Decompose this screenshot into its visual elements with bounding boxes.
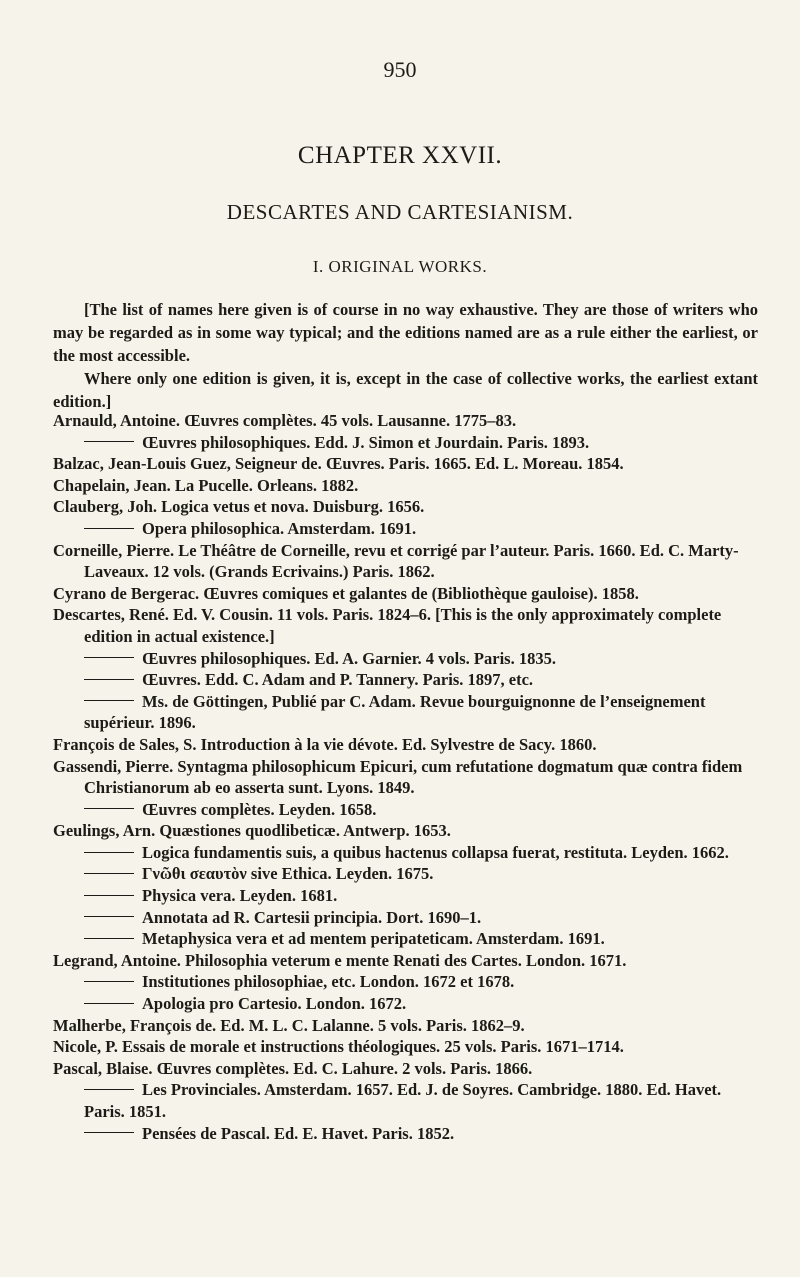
entry-text: Œuvres complètes. Leyden. 1658. — [142, 799, 377, 819]
ditto-dash — [84, 528, 134, 529]
bibliography-entry — [53, 885, 765, 907]
bibliography-entry — [53, 842, 765, 864]
entry-text: Malherbe, François de. Ed. M. L. C. Lalanne. 5 vols. Paris. 1862–9. — [53, 1015, 525, 1035]
bibliography-entry — [53, 863, 765, 885]
bibliography-entry — [53, 648, 765, 670]
bibliography-entry — [53, 432, 765, 454]
bibliography-entry — [53, 583, 765, 605]
entry-text: Gassendi, Pierre. Syntagma philosophicum Epicuri, cum refutatione dogmatum quæ contra fidem Christianorum ab eo asserta sunt. Lyons. 1849. — [53, 756, 743, 798]
entry-text: Arnauld, Antoine. Œuvres complètes. 45 vols. Lausanne. 1775–83. — [53, 411, 517, 430]
bibliography-entry — [53, 907, 765, 929]
ditto-dash — [84, 808, 134, 809]
bibliography-entry — [53, 496, 765, 518]
bibliography-entry — [53, 734, 765, 756]
ditto-dash — [84, 679, 134, 680]
entry-text: Metaphysica vera et ad mentem peripateticam. Amsterdam. 1691. — [142, 929, 605, 949]
entry-text: Corneille, Pierre. Le Théâtre de Corneille, revu et corrigé par l’auteur. Paris. 1660. Ed. C. Marty-Laveaux. 12 vols. (Grands Ecrivains.) Paris. 1862. — [53, 540, 739, 582]
entry-text: Geulings, Arn. Quæstiones quodlibeticæ. Antwerp. 1653. — [53, 821, 451, 841]
bibliography-entry — [53, 410, 765, 432]
entry-text: Ms. de Göttingen, Publié par C. Adam. Revue bourguignonne de l’enseignement supérieur. 1896. — [84, 691, 706, 733]
ditto-dash — [84, 873, 134, 874]
bibliography-entry — [53, 540, 765, 583]
chapter-subtitle: DESCARTES AND CARTESIANISM. — [226, 200, 574, 224]
entry-text: Balzac, Jean-Louis Guez, Seigneur de. Œuvres. Paris. 1665. Ed. L. Moreau. 1854. — [53, 454, 624, 474]
ditto-dash — [84, 895, 134, 896]
ditto-dash — [84, 1132, 134, 1133]
ditto-dash — [84, 700, 134, 701]
section-title: I. ORIGINAL WORKS. — [312, 257, 488, 276]
ditto-dash — [84, 657, 134, 658]
bibliography-entry — [53, 1036, 765, 1058]
bibliography-entry — [53, 1015, 765, 1037]
ditto-dash — [84, 938, 134, 939]
bibliography-entry — [53, 1058, 765, 1080]
entry-text: Apologia pro Cartesio. London. 1672. — [142, 994, 407, 1014]
entry-text: Γνῶθι σεαυτὸν sive Ethica. Leyden. 1675. — [142, 864, 434, 884]
ditto-dash — [84, 981, 134, 982]
entry-text: Les Provinciales. Amsterdam. 1657. Ed. J. de Soyres. Cambridge. 1880. Ed. Havet. Paris. 1851. — [84, 1080, 722, 1121]
intro-paragraph: [The list of names here given is of course in no way exhaustive. They are those of writers who may be regarded as in some way typical; and the editions named are as a rule either the earliest, or the most accessible. — [53, 300, 758, 365]
bibliography-list — [53, 410, 765, 1144]
entry-text: Œuvres philosophiques. Edd. J. Simon et Jourdain. Paris. 1893. — [142, 432, 590, 452]
intro-note — [53, 298, 758, 413]
bibliography-entry — [53, 993, 765, 1015]
bibliography-entry — [53, 1079, 765, 1122]
page-number: 950 — [383, 57, 417, 82]
bibliography-entry — [53, 928, 765, 950]
entry-text: Institutiones philosophiae, etc. London. 1672 et 1678. — [142, 972, 515, 992]
ditto-dash — [84, 916, 134, 917]
bibliography-entry — [53, 1123, 765, 1145]
entry-text: Pensées de Pascal. Ed. E. Havet. Paris. 1852. — [142, 1123, 455, 1143]
chapter-title: CHAPTER XXVII. — [297, 142, 503, 169]
bibliography-entry — [53, 950, 765, 972]
ditto-dash — [84, 1003, 134, 1004]
entry-text: Logica fundamentis suis, a quibus hactenus collapsa fuerat, restituta. Leyden. 1662. — [142, 842, 729, 862]
bibliography-entry — [53, 669, 765, 691]
bibliography-entry — [53, 518, 765, 540]
ditto-dash — [84, 852, 134, 853]
entry-text: Œuvres. Edd. C. Adam and P. Tannery. Paris. 1897, etc. — [142, 670, 534, 690]
entry-text: Opera philosophica. Amsterdam. 1691. — [142, 518, 417, 538]
entry-text: François de Sales, S. Introduction à la vie dévote. Ed. Sylvestre de Sacy. 1860. — [53, 734, 597, 754]
entry-text: Cyrano de Bergerac. Œuvres comiques et galantes de (Bibliothèque gauloise). 1858. — [53, 583, 639, 603]
ditto-dash — [84, 1089, 134, 1090]
entry-text: Clauberg, Joh. Logica vetus et nova. Duisburg. 1656. — [53, 497, 425, 517]
entry-text: Œuvres philosophiques. Ed. A. Garnier. 4 vols. Paris. 1835. — [142, 648, 556, 668]
entry-text: Physica vera. Leyden. 1681. — [142, 886, 338, 906]
intro-paragraph: Where only one edition is given, it is, except in the case of collective works, the earliest extant edition.] — [53, 369, 758, 411]
ditto-dash — [84, 441, 134, 442]
bibliography-entry — [53, 691, 765, 734]
bibliography-entry — [53, 820, 765, 842]
entry-text: Annotata ad R. Cartesii principia. Dort. 1690–1. — [142, 907, 482, 927]
bibliography-entry — [53, 453, 765, 475]
bibliography-entry — [53, 756, 765, 799]
entry-text: Nicole, P. Essais de morale et instructions théologiques. 25 vols. Paris. 1671–1714. — [53, 1037, 624, 1057]
entry-text: Descartes, René. Ed. V. Cousin. 11 vols. Paris. 1824–6. [This is the only approximately complete edition in actual existence.] — [53, 605, 722, 646]
bibliography-entry — [53, 604, 765, 647]
bibliography-entry — [53, 475, 765, 497]
bibliography-entry — [53, 799, 765, 821]
entry-text: Legrand, Antoine. Philosophia veterum e mente Renati des Cartes. London. 1671. — [53, 950, 627, 970]
entry-text: Chapelain, Jean. La Pucelle. Orleans. 1882. — [53, 475, 359, 495]
bibliography-entry — [53, 971, 765, 993]
entry-text: Pascal, Blaise. Œuvres complètes. Ed. C. Lahure. 2 vols. Paris. 1866. — [53, 1058, 533, 1078]
